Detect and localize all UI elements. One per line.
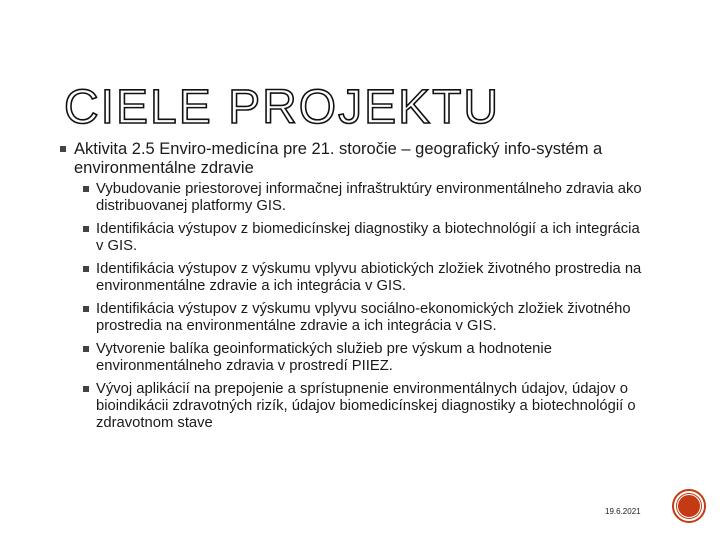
sub-bullet-text: Identifikácia výstupov z výskumu vplyvu sociálno-ekonomických zložiek životného prostredia na environmentálne zdravie a ich integrácia v GIS.: [96, 301, 631, 334]
main-bullet-text: Aktivita 2.5 Enviro-medicína pre 21. storočie – geografický info-systém a environmentálne zdravie: [74, 140, 603, 177]
square-bullet-icon: [83, 266, 89, 272]
square-bullet-icon: [83, 386, 89, 392]
sub-bullet: [82, 181, 650, 215]
square-bullet-icon: [83, 346, 89, 352]
sub-bullet: [82, 221, 650, 255]
circle-badge-icon: [672, 489, 706, 523]
sub-bullet-text: Identifikácia výstupov z biomedicínskej diagnostiky a biotechnológií a ich integrácia v GIS.: [96, 221, 640, 254]
sub-bullet: [82, 381, 650, 432]
main-bullet: [60, 140, 660, 178]
slide-date: 19.6.2021: [605, 507, 641, 516]
bullet-list: [60, 140, 660, 438]
sub-bullet-list: [82, 181, 650, 432]
sub-bullet-text: Identifikácia výstupov z výskumu vplyvu abiotických zložiek životného prostredia na environmentálne zdravie a ich integrácia v GIS.: [96, 261, 642, 294]
square-bullet-icon: [60, 146, 66, 152]
sub-bullet: [82, 301, 650, 335]
sub-bullet-text: Vybudovanie priestorovej informačnej infraštruktúry environmentálneho zdravia ako distribuovanej platformy GIS.: [96, 181, 642, 214]
slide-title: CIELE PROJEKTU: [64, 81, 501, 134]
sub-bullet: [82, 341, 650, 375]
badge-core: [677, 494, 701, 518]
sub-bullet: [82, 261, 650, 295]
sub-bullet-text: Vytvorenie balíka geoinformatických služieb pre výskum a hodnotenie environmentálneho zdravia v prostredí PIIEZ.: [96, 341, 552, 374]
sub-bullet-text: Vývoj aplikácií na prepojenie a sprístupnenie environmentálnych údajov, údajov o bioindikácii zdravotných rizík, údajov biomedicínskej diagnostiky a biotechnológií o zdravotnom stave: [96, 381, 636, 431]
square-bullet-icon: [83, 306, 89, 312]
square-bullet-icon: [83, 226, 89, 232]
square-bullet-icon: [83, 186, 89, 192]
